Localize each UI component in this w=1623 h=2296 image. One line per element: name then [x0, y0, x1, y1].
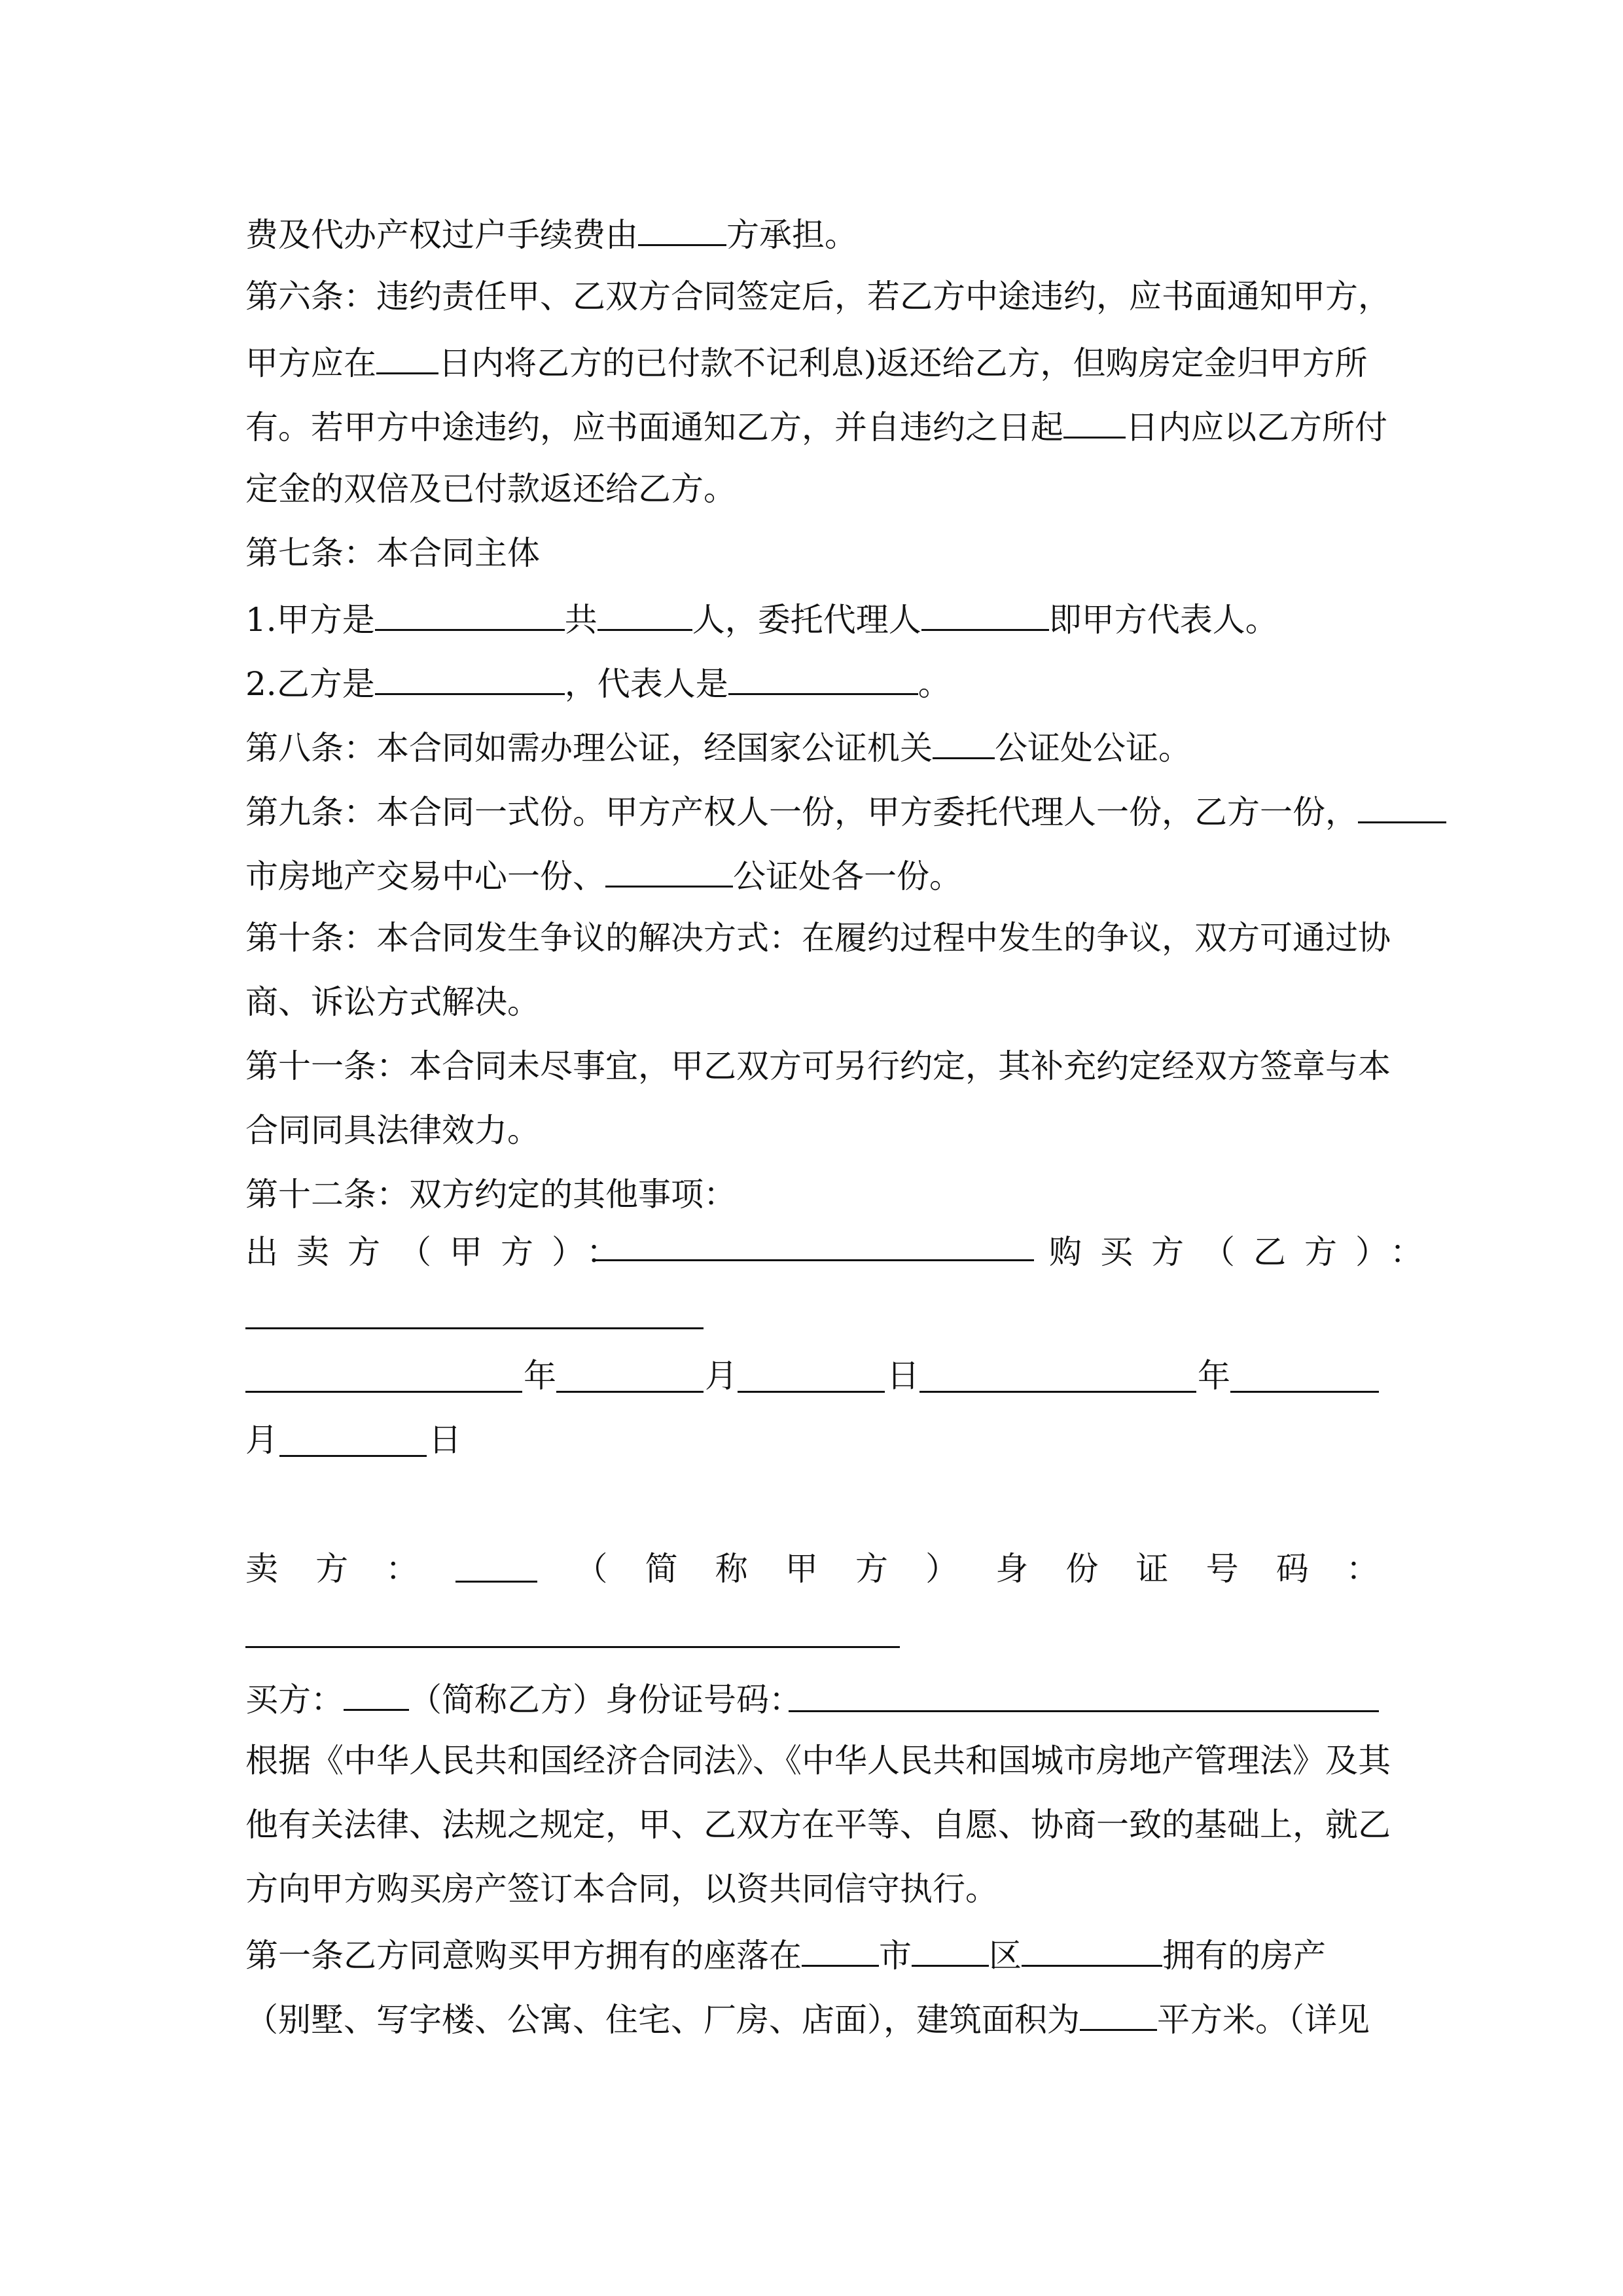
- text: 第一条乙方同意购买甲方拥有的座落在: [245, 1937, 802, 1975]
- text: 共: [564, 601, 597, 639]
- seller-id-field[interactable]: [245, 1646, 900, 1648]
- year-label-2: 年: [1198, 1357, 1230, 1395]
- buyer-signature-field[interactable]: [245, 1327, 704, 1329]
- article-9-line-1: [245, 790, 1446, 832]
- preamble-line-1: 根据《中华人民共和国经济合同法》、《中华人民共和国城市房地产管理法》及其: [245, 1742, 1391, 1780]
- text: 拥有的房产: [1162, 1937, 1326, 1975]
- date-year-field-2[interactable]: [919, 1391, 1196, 1393]
- article-7-party-b: [245, 662, 951, 704]
- date-month-field-2[interactable]: [1230, 1391, 1379, 1393]
- blank-field[interactable]: [376, 341, 438, 374]
- article-7-heading: 第七条：本合同主体: [245, 534, 540, 572]
- text: 公证处各一份。: [733, 857, 962, 895]
- blank-field[interactable]: [638, 213, 726, 246]
- article-1-line-1: [245, 1933, 1326, 1975]
- article-11-line-1: 第十一条：本合同未尽事宜，甲乙双方可另行约定，其补充约定经双方签章与本: [245, 1047, 1391, 1085]
- text: 公证处公证。: [995, 729, 1191, 767]
- buyer-id-field[interactable]: [789, 1710, 1379, 1712]
- blank-field[interactable]: [1063, 405, 1126, 439]
- city-field[interactable]: [802, 1933, 879, 1967]
- party-b-rep-field[interactable]: [728, 662, 918, 695]
- text: 即甲方代表人。: [1048, 601, 1278, 639]
- clause-fee-line: [245, 213, 857, 255]
- article-10-line-2: 商、诉讼方式解决。: [245, 983, 540, 1021]
- article-7-party-a: [245, 598, 1278, 639]
- seller-id-row: 卖 方 ： （ 简 称 甲 方 ） 身 份 证 号 码 ：: [245, 1550, 1379, 1588]
- buyer-label: 购买方（乙方）：: [1049, 1233, 1441, 1271]
- buyer-short-name-field[interactable]: [344, 1677, 409, 1711]
- day-label-2: 日: [429, 1421, 461, 1459]
- date-month-field-1[interactable]: [556, 1391, 704, 1393]
- text: 平方米。（详见: [1157, 2001, 1370, 2039]
- notary-field[interactable]: [933, 726, 995, 759]
- article-9-line-2: [245, 854, 962, 896]
- text: 日内将乙方的已付款不记利息)返还给乙方，但购房定金归甲方所: [438, 344, 1368, 382]
- text: 2.乙方是: [245, 665, 375, 703]
- text: 区: [989, 1937, 1022, 1975]
- text: 。: [918, 665, 951, 703]
- article-10-line-1: 第十条：本合同发生争议的解决方式：在履约过程中发生的争议，双方可通过协: [245, 919, 1391, 957]
- month-label: 月: [705, 1357, 738, 1395]
- city-field[interactable]: [1358, 790, 1446, 823]
- text: 日内应以乙方所付: [1126, 408, 1387, 446]
- party-a-count-field[interactable]: [597, 598, 692, 631]
- text: 方承担。: [726, 216, 857, 254]
- text: 买方：: [245, 1681, 344, 1719]
- party-b-name-field[interactable]: [375, 662, 565, 695]
- month-label-2: 月: [245, 1421, 278, 1459]
- article-6-line-2: [245, 341, 1368, 383]
- day-label: 日: [887, 1357, 919, 1395]
- buyer-id-row: [245, 1677, 802, 1719]
- date-day-field-2[interactable]: [279, 1455, 427, 1457]
- text: 市房地产交易中心一份、: [245, 857, 605, 895]
- article-6-line-4: 定金的双倍及已付款返还给乙方。: [245, 470, 736, 508]
- seller-label: 出卖方（甲方）：: [245, 1233, 637, 1271]
- date-day-field-1[interactable]: [738, 1391, 885, 1393]
- text: （简称乙方）身份证号码：: [409, 1681, 802, 1719]
- text: 人，委托代理人: [692, 601, 921, 639]
- notary-office-field[interactable]: [605, 854, 733, 888]
- text: 有。若甲方中途违约，应书面通知乙方，并自违约之日起: [245, 408, 1063, 446]
- district-field[interactable]: [912, 1933, 989, 1967]
- text: （别墅、写字楼、公寓、住宅、厂房、店面），建筑面积为: [245, 2001, 1080, 2039]
- preamble-line-3: 方向甲方购买房产签订本合同，以资共同信守执行。: [245, 1870, 998, 1908]
- agent-name-field[interactable]: [921, 598, 1049, 631]
- date-year-field-1[interactable]: [245, 1391, 522, 1393]
- seller-short-name-field[interactable]: [455, 1549, 537, 1583]
- text: 第九条：本合同一式份。甲方产权人一份，甲方委托代理人一份，乙方一份，: [245, 793, 1358, 831]
- article-6-line-3: [245, 405, 1387, 447]
- article-6-line-1: 第六条：违约责任甲、乙双方合同签定后，若乙方中途违约，应书面通知甲方，: [245, 278, 1391, 315]
- seller-signature-field[interactable]: [592, 1259, 1034, 1261]
- preamble-line-2: 他有关法律、法规之规定，甲、乙双方在平等、自愿、协商一致的基础上，就乙: [245, 1806, 1391, 1844]
- article-12-heading: 第十二条：双方约定的其他事项：: [245, 1175, 736, 1213]
- party-a-name-field[interactable]: [375, 598, 565, 631]
- article-8: [245, 726, 1191, 768]
- article-1-line-2: [245, 1998, 1370, 2039]
- text: 甲方应在: [245, 344, 376, 382]
- address-field[interactable]: [1022, 1933, 1162, 1967]
- text: 1.甲方是: [245, 601, 375, 639]
- text: ，代表人是: [564, 665, 728, 703]
- year-label: 年: [524, 1357, 556, 1395]
- area-field[interactable]: [1080, 1998, 1157, 2031]
- text: 费及代办产权过户手续费由: [245, 216, 638, 254]
- article-11-line-2: 合同同具法律效力。: [245, 1111, 540, 1149]
- text: 第八条：本合同如需办理公证，经国家公证机关: [245, 729, 933, 767]
- text: 市: [879, 1937, 912, 1975]
